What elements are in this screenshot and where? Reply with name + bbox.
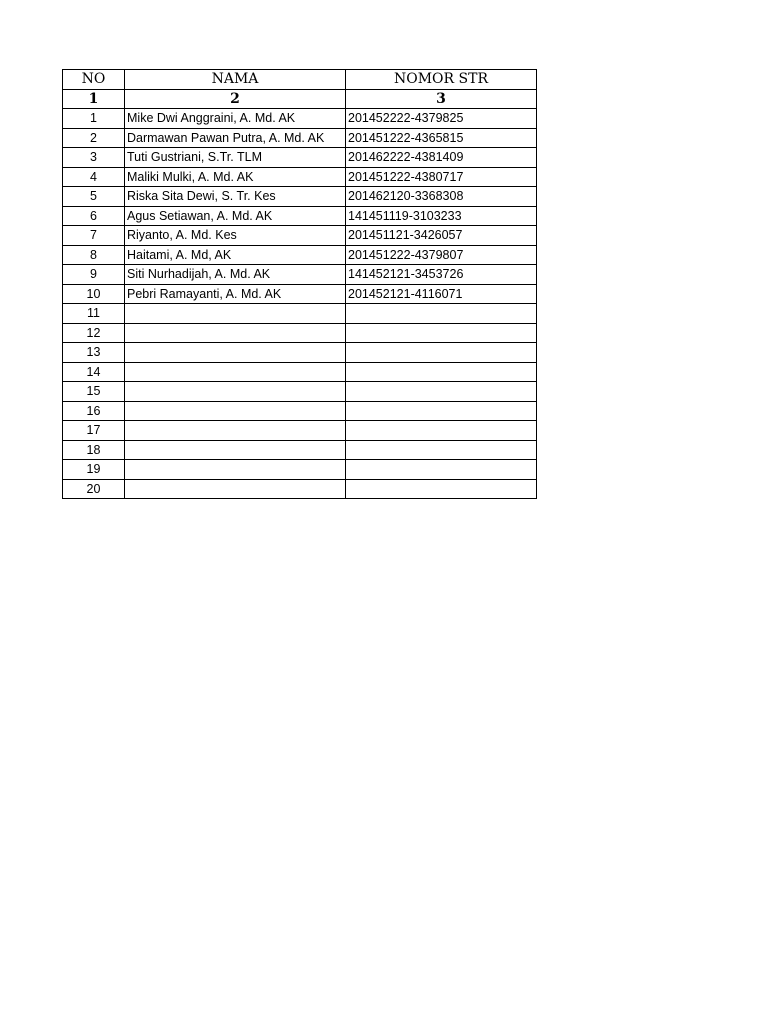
cell-no: 13 <box>63 343 125 363</box>
cell-nomor-str <box>346 323 537 343</box>
column-index-nomor-str: 3 <box>346 89 537 109</box>
cell-nama <box>125 304 346 324</box>
cell-nomor-str: 201462222-4381409 <box>346 148 537 168</box>
cell-no: 6 <box>63 206 125 226</box>
table-row <box>63 167 537 187</box>
cell-nama: Riyanto, A. Md. Kes <box>125 226 346 246</box>
cell-no: 9 <box>63 265 125 285</box>
header-nomor-str: NOMOR STR <box>346 70 537 90</box>
cell-no: 19 <box>63 460 125 480</box>
table-row <box>63 304 537 324</box>
cell-nomor-str: 141452121-3453726 <box>346 265 537 285</box>
cell-nama <box>125 382 346 402</box>
str-table-container <box>62 69 537 499</box>
cell-nomor-str <box>346 421 537 441</box>
cell-nama: Mike Dwi Anggraini, A. Md. AK <box>125 109 346 129</box>
cell-nomor-str: 201462120-3368308 <box>346 187 537 207</box>
cell-nomor-str: 201451222-4379807 <box>346 245 537 265</box>
cell-no: 14 <box>63 362 125 382</box>
header-nama: NAMA <box>125 70 346 90</box>
cell-nama <box>125 460 346 480</box>
table-body <box>63 109 537 499</box>
cell-nama: Pebri Ramayanti, A. Md. AK <box>125 284 346 304</box>
cell-nomor-str: 141451119-3103233 <box>346 206 537 226</box>
cell-no: 10 <box>63 284 125 304</box>
table-row <box>63 401 537 421</box>
header-no: NO <box>63 70 125 90</box>
cell-nomor-str <box>346 343 537 363</box>
cell-nama: Haitami, A. Md, AK <box>125 245 346 265</box>
cell-nomor-str <box>346 304 537 324</box>
table-row <box>63 187 537 207</box>
cell-nama <box>125 362 346 382</box>
cell-nama <box>125 401 346 421</box>
cell-nama <box>125 323 346 343</box>
table-row <box>63 479 537 499</box>
column-index-no: 1 <box>63 89 125 109</box>
cell-nomor-str <box>346 362 537 382</box>
cell-nomor-str <box>346 401 537 421</box>
table-row <box>63 440 537 460</box>
cell-no: 3 <box>63 148 125 168</box>
table-row <box>63 323 537 343</box>
cell-nama: Agus Setiawan, A. Md. AK <box>125 206 346 226</box>
cell-nama <box>125 343 346 363</box>
table-row <box>63 148 537 168</box>
cell-nomor-str: 201451222-4365815 <box>346 128 537 148</box>
column-index-nama: 2 <box>125 89 346 109</box>
cell-no: 12 <box>63 323 125 343</box>
table-row <box>63 245 537 265</box>
header-row <box>63 70 537 90</box>
table-row <box>63 421 537 441</box>
table-row <box>63 226 537 246</box>
table-row <box>63 128 537 148</box>
cell-no: 15 <box>63 382 125 402</box>
cell-no: 11 <box>63 304 125 324</box>
cell-no: 8 <box>63 245 125 265</box>
cell-nama: Maliki Mulki, A. Md. AK <box>125 167 346 187</box>
table-row <box>63 343 537 363</box>
cell-nomor-str: 201451121-3426057 <box>346 226 537 246</box>
cell-no: 5 <box>63 187 125 207</box>
str-table <box>62 69 537 499</box>
cell-nomor-str: 201451222-4380717 <box>346 167 537 187</box>
cell-nomor-str: 201452121-4116071 <box>346 284 537 304</box>
table-row <box>63 265 537 285</box>
cell-nomor-str <box>346 382 537 402</box>
table-row <box>63 109 537 129</box>
table-row <box>63 206 537 226</box>
cell-no: 20 <box>63 479 125 499</box>
cell-nama <box>125 479 346 499</box>
cell-no: 18 <box>63 440 125 460</box>
cell-no: 16 <box>63 401 125 421</box>
cell-no: 4 <box>63 167 125 187</box>
cell-nomor-str: 201452222-4379825 <box>346 109 537 129</box>
cell-nomor-str <box>346 479 537 499</box>
column-index-row <box>63 89 537 109</box>
cell-no: 2 <box>63 128 125 148</box>
cell-nama: Tuti Gustriani, S.Tr. TLM <box>125 148 346 168</box>
table-row <box>63 362 537 382</box>
table-row <box>63 382 537 402</box>
cell-no: 1 <box>63 109 125 129</box>
cell-nama: Riska Sita Dewi, S. Tr. Kes <box>125 187 346 207</box>
cell-nama <box>125 440 346 460</box>
cell-nomor-str <box>346 440 537 460</box>
cell-nama: Darmawan Pawan Putra, A. Md. AK <box>125 128 346 148</box>
cell-nama: Siti Nurhadijah, A. Md. AK <box>125 265 346 285</box>
cell-nomor-str <box>346 460 537 480</box>
cell-no: 17 <box>63 421 125 441</box>
table-row <box>63 284 537 304</box>
table-row <box>63 460 537 480</box>
cell-no: 7 <box>63 226 125 246</box>
cell-nama <box>125 421 346 441</box>
